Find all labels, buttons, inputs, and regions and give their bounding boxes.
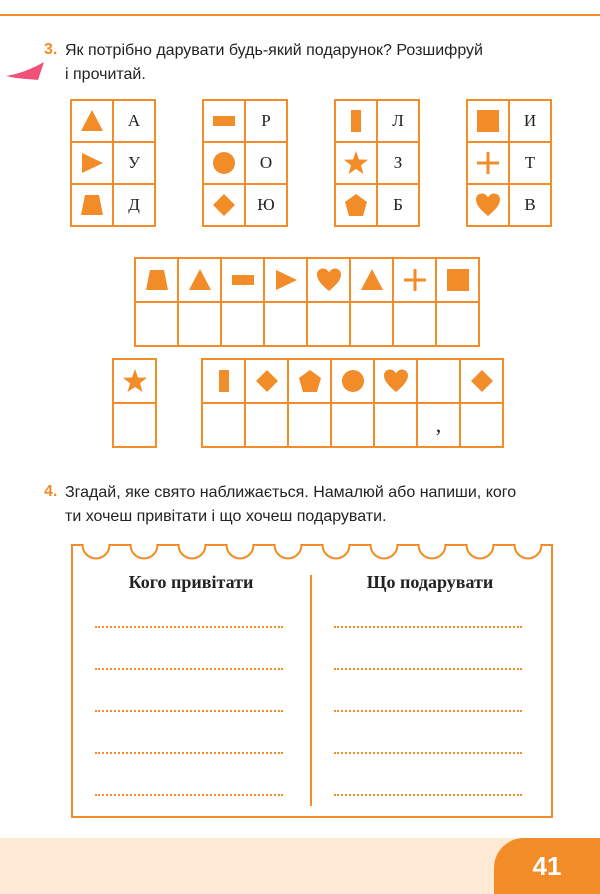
task-4-line-2: ти хочеш привітати і що хочеш подарувати. (65, 508, 387, 525)
write-line[interactable] (334, 668, 522, 670)
cipher-letter-cell: А (113, 100, 155, 142)
page-number: 41 (532, 851, 562, 881)
write-line[interactable] (95, 794, 283, 796)
cipher-letter-cell: Ю (245, 184, 287, 226)
cipher-letter-cell: Л (377, 100, 419, 142)
cipher-letter-cell: В (509, 184, 551, 226)
cipher-letter-cell: О (245, 142, 287, 184)
write-line[interactable] (334, 752, 522, 754)
task-3-number: 3. (44, 41, 58, 58)
cipher-letter-cell: Р (245, 100, 287, 142)
write-line[interactable] (95, 710, 283, 712)
task-3-line-2: і прочитай. (65, 66, 146, 83)
cipher-letter-cell: Д (113, 184, 155, 226)
right-column-title: Що подарувати (366, 572, 494, 592)
task-4-number: 4. (44, 483, 58, 500)
left-column-title: Кого привітати (128, 572, 254, 592)
write-line[interactable] (334, 710, 522, 712)
task-3-line-1: Як потрібно дарувати будь-який подарунок? Розшифруй (65, 42, 483, 59)
comma-mark: , (435, 412, 442, 437)
cipher-letter-cell: И (509, 100, 551, 142)
write-line[interactable] (95, 668, 283, 670)
cipher-letter-cell: Т (509, 142, 551, 184)
write-line[interactable] (334, 794, 522, 796)
cipher-letter-cell: З (377, 142, 419, 184)
write-line[interactable] (334, 626, 522, 628)
task-4-line-1: Згадай, яке свято наближається. Намалюй або напиши, кого (65, 484, 517, 501)
cipher-letter-cell: У (113, 142, 155, 184)
write-line[interactable] (95, 626, 283, 628)
cipher-letter-cell: Б (377, 184, 419, 226)
write-line[interactable] (95, 752, 283, 754)
